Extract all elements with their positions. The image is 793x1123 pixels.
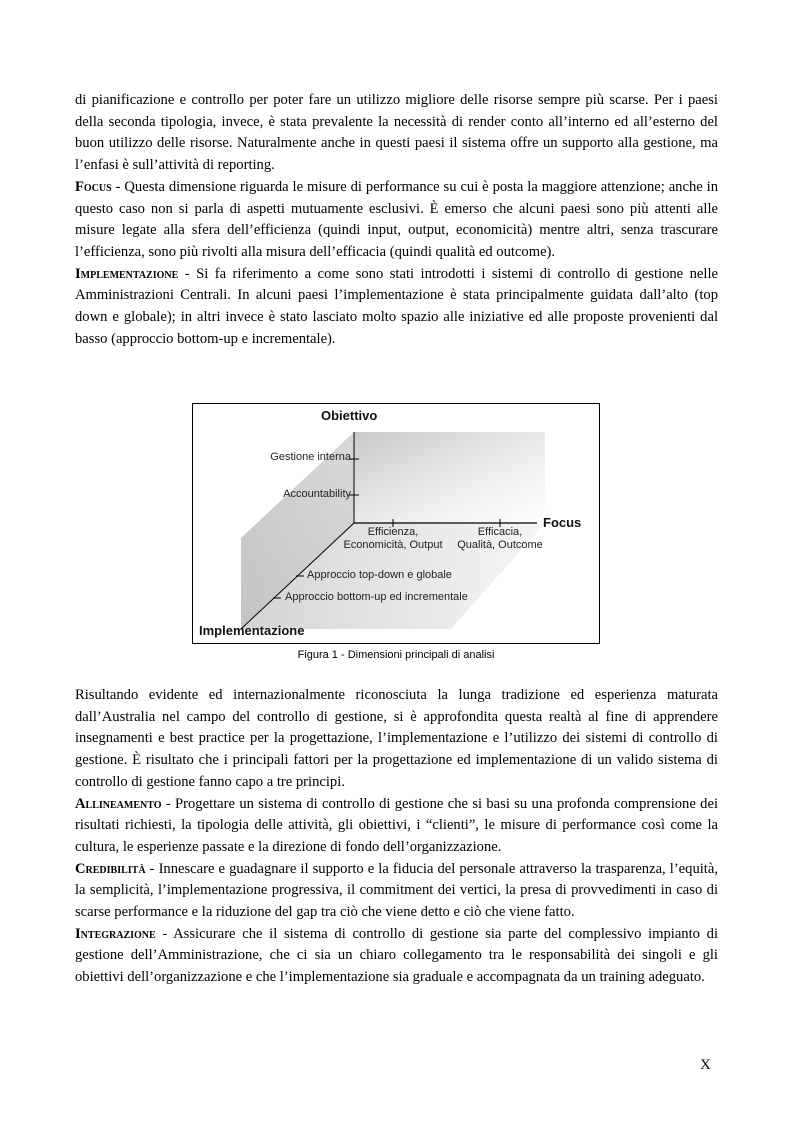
implementation-paragraph bbox=[75, 264, 718, 351]
implementation-tick-label-1: Approccio top-down e globale bbox=[307, 569, 452, 581]
alignment-paragraph bbox=[75, 794, 718, 859]
alignment-text: - Progettare un sistema di controllo di gestione che si basi su una profonda comprensione dei risultati richiesti, la tipologia delle attività, gli obiettivi, i “clienti”, le misure di performance così come la cultura, le esperienze passate e la direzione di fondo dell’organizzazione. bbox=[75, 795, 718, 855]
dimensions-figure bbox=[192, 403, 600, 644]
focus-tick-label-1 bbox=[328, 526, 458, 552]
focus-tick-label-1-line1: Efficienza, bbox=[367, 526, 419, 538]
back-plane bbox=[354, 432, 545, 523]
focus-paragraph bbox=[75, 177, 718, 264]
credibility-text: - Innescare e guadagnare il supporto e la fiducia del personale attraverso la trasparenza, l’equità, la semplicità, l’implementazione progressiva, il commitment dei vertici, la presa di provvedimenti in caso di scarse performance e la riduzione del gap tra ciò che viene detto e ciò che viene fatto. bbox=[75, 860, 718, 921]
focus-heading: Focus bbox=[75, 178, 112, 195]
objective-tick-label-2: Accountability bbox=[283, 488, 351, 500]
objective-tick-label-1: Gestione interna bbox=[270, 451, 351, 463]
integration-heading: Integrazione bbox=[75, 925, 156, 942]
focus-tick-label-2 bbox=[440, 526, 560, 552]
integration-text: - Assicurare che il sistema di controllo di gestione sia parte del complessivo impianto di gestione dell’Amministrazione, che ci sia un chiaro collegamento tra le responsabilità dei singoli e gli obiettivi dell’organizzazione e che l’implementazione sia graduale e accompagnata da un training adeguato. bbox=[75, 925, 718, 986]
objective-axis-title: Obiettivo bbox=[321, 408, 378, 423]
australia-paragraph: Risultando evidente ed internazionalmente riconosciuta la lunga tradizione ed esperienza maturata dall’Australia nel campo del controllo di gestione, si è approfondita questa realtà al fine di apprendere insegnamenti e best practice per la progettazione, l’implementazione e l’utilizzo dei sistemi di controllo di gestione. È risultato che i principali fattori per la progettazione ed implementazione di un valido sistema di controllo di gestione fanno capo a tre principi. bbox=[75, 687, 718, 790]
focus-tick-label-2-line1: Efficacia, bbox=[477, 526, 523, 538]
focus-tick-label-2-line2: Qualità, Outcome bbox=[457, 539, 543, 551]
alignment-heading: Allineamento bbox=[75, 795, 162, 812]
page-number: X bbox=[700, 1057, 711, 1073]
top-text-block bbox=[75, 90, 718, 350]
intro-paragraph: di pianificazione e controllo per poter fare un utilizzo migliore delle risorse sempre più scarse. Per i paesi della seconda tipologia, invece, è stata prevalente la necessità di render conto all’interno ed all’esterno del buon utilizzo delle risorse. Naturalmente anche in questi paesi il sistema offre un supporto alla gestione, ma l’enfasi è sull’attività di reporting. bbox=[75, 92, 718, 174]
bottom-text-block bbox=[75, 685, 718, 989]
focus-text: - Questa dimensione riguarda le misure di performance su cui è posta la maggiore attenzione; anche in questo caso non si parla di aspetti mutuamente esclusivi. È emerso che alcuni paesi sono più attenti alle misure legate alla sfera dell’efficienza (quindi input, output, economicità) mentre altri, senza trascurare l’efficienza, sono più rivolti alla misura dell’efficacia (quindi qualità ed outcome). bbox=[75, 178, 718, 260]
implementation-heading: Implementazione bbox=[75, 265, 179, 282]
credibility-heading: Credibilità bbox=[75, 860, 146, 877]
implementation-axis-title: Implementazione bbox=[199, 623, 305, 638]
integration-paragraph bbox=[75, 924, 718, 989]
credibility-paragraph bbox=[75, 859, 718, 924]
focus-axis-title: Focus bbox=[543, 515, 582, 530]
dimensions-diagram bbox=[193, 404, 599, 643]
implementation-tick-label-2: Approccio bottom-up ed incrementale bbox=[285, 591, 468, 603]
focus-tick-label-1-line2: Economicità, Output bbox=[343, 539, 443, 551]
implementation-text: - Si fa riferimento a come sono stati introdotti i sistemi di controllo di gestione nelle Amministrazioni Centrali. In alcuni paesi l’implementazione è stata principalmente guidata dall’alto (top down e globale); in altri invece è stato lasciato molto spazio alle iniziative ed alle proposte provenienti dal basso (approccio bottom-up e incrementale). bbox=[75, 265, 718, 347]
figure-caption: Figura 1 - Dimensioni principali di analisi bbox=[297, 649, 495, 661]
